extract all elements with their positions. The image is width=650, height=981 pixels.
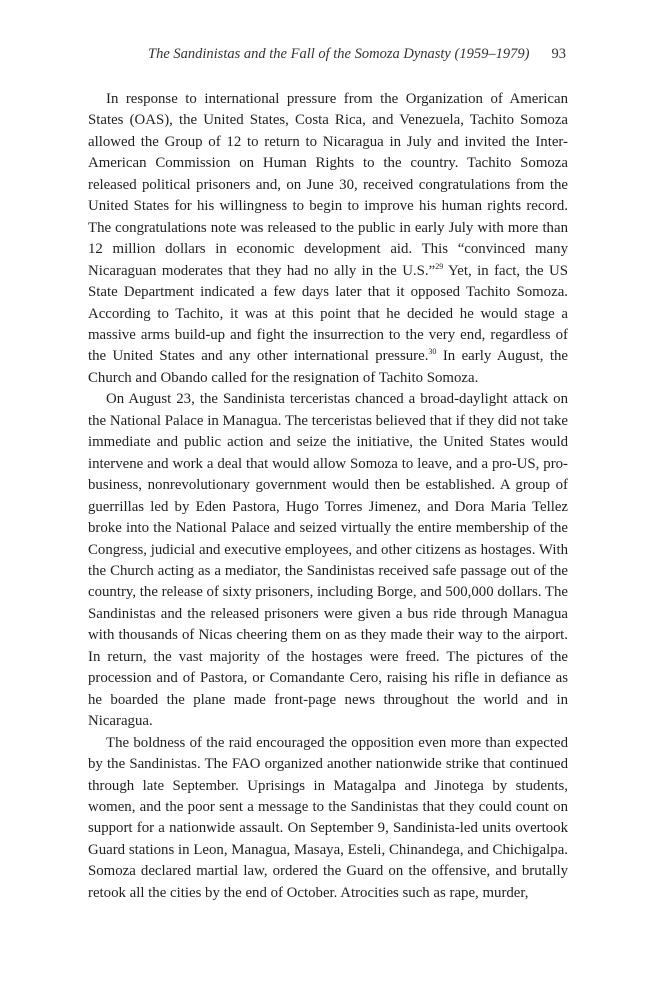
footnote-ref-29: 29: [435, 261, 444, 271]
text-run: In early August, the Church and Obando called for the resignation of Tachito Somoza.: [88, 348, 568, 386]
text-run: Yet, in fact, the US State Department indicated a few days later that it opposed Tachito Somoza. According to Tachito, it was at this point that he decided he would stage a massive arms build-up and fight the insurrection to the very end, regardless of the United States and any other international pressure.: [88, 262, 568, 365]
footnote-ref-30: 30: [428, 347, 437, 357]
text-run: The boldness of the raid encouraged the opposition even more than expected by the Sandinistas. The FAO organized another nationwide strike that continued through late September. Uprisings in Matagalpa and Jinotega by students, women, and the poor sent a message to the Sandinistas that they could count on support for a nationwide assault. On September 9, Sandinista-led units overtook Guard stations in Leon, Managua, Masaya, Esteli, Chinandega, and Chichigalpa. Somoza declared martial law, ordered the Guard on the offensive, and brutally retook all the cities by the end of October. Atrocities such as rape, murder,: [88, 734, 568, 901]
text-run: In response to international pressure from the Organization of American States (OAS), the United States, Costa Rica, and Venezuela, Tachito Somoza allowed the Group of 12 to return to Nicaragua in July and invited the Inter-American Commission on Human Rights to the country. Tachito Somoza released political prisoners and, on June 30, received congratulations from the United States for his willingness to begin to improve his human rights record. The congratulations note was released to the public in early July with more than 12 million dollars in economic development aid. This “convinced many Nicaraguan moderates that they had no ally in the U.S.”: [88, 91, 568, 279]
running-head: [88, 40, 568, 64]
page-number: 93: [551, 46, 566, 62]
body-text: [88, 89, 568, 904]
paragraph-2: [88, 389, 568, 732]
text-run: On August 23, the Sandinista terceristas chanced a broad-daylight attack on the National Palace in Managua. The terceristas believed that if they did not take immediate and public action and seize the initiative, the United States would intervene and work a deal that would allow Somoza to leave, and a pro-US, pro-business, nonrevolutionary government would then be established. A group of guerrillas led by Eden Pastora, Hugo Torres Jimenez, and Dora Maria Tellez broke into the National Palace and seized virtually the entire membership of the Congress, judicial and executive employees, and other citizens as hostages. With the Church acting as a mediator, the Sandinistas received safe passage out of the country, the release of sixty prisoners, including Borge, and 500,000 dollars. The Sandinistas and the released prisoners were given a bus ride through Managua with thousands of Nicas cheering them on as they made their way to the airport. In return, the vast majority of the hostages were freed. The pictures of the procession and of Pastora, or Comandante Cero, raising his rifle in defiance as he boarded the plane made front-page news throughout the world and in Nicaragua.: [88, 391, 568, 730]
running-title: The Sandinistas and the Fall of the Somoza Dynasty (1959–1979): [148, 46, 530, 62]
paragraph-1: [88, 89, 568, 389]
book-page: [88, 40, 568, 904]
paragraph-3: [88, 733, 568, 905]
